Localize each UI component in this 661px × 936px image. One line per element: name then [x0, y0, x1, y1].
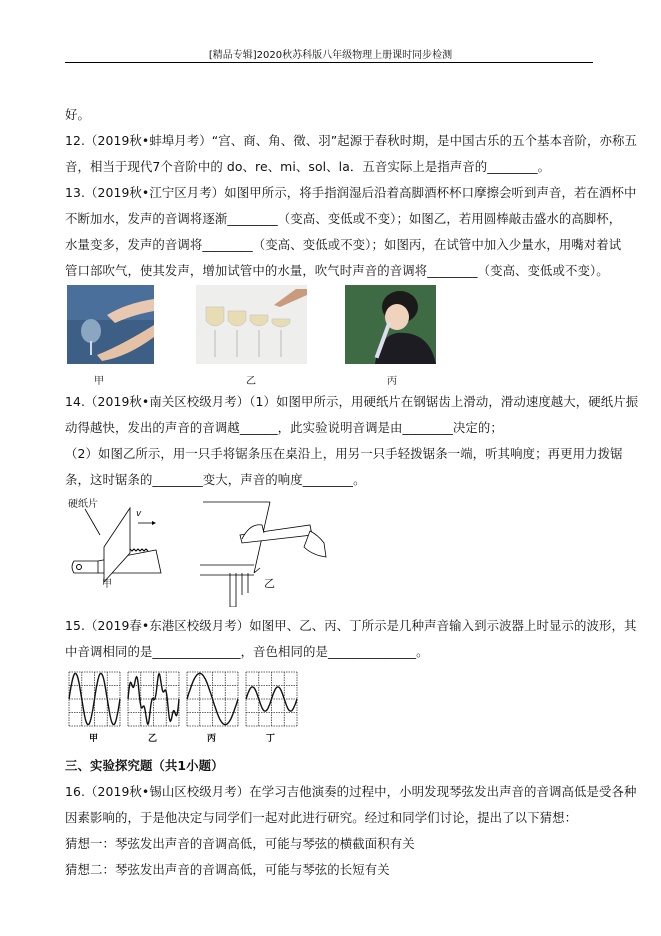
waveform-caption: 丁 — [266, 734, 276, 744]
photo-caption: 丙 — [387, 376, 397, 387]
photo-caption: 甲 — [94, 376, 104, 387]
q14-line: 动得越快，发出的声音的音调越______，此实验说明音调是由________决定的； — [65, 420, 503, 435]
q15-line: 中音调相同的是______________，音色相同的是______________。 — [65, 644, 429, 659]
q15-line: 15.（2019春•东港区校级月考）如图甲、乙、丙、丁所示是几种声音输入到示波器上时显示的波形，其 — [65, 618, 637, 633]
figure-caption: 乙 — [264, 577, 275, 590]
q14-line: 条，这时锯条的________变大，声音的响度________。 — [65, 472, 366, 487]
figure-card-saw — [66, 495, 166, 590]
photo-finger-glass — [67, 285, 154, 364]
q16-line: 猜想二：琴弦发出声音的音调高低，可能与琴弦的长短有关 — [65, 862, 390, 877]
waveform-caption: 丙 — [207, 734, 217, 744]
waveform-3 — [246, 672, 297, 726]
waveform-2 — [187, 672, 238, 726]
waveform-figures — [68, 671, 308, 727]
photo-caption: 乙 — [246, 376, 256, 387]
waveform-caption: 甲 — [89, 734, 99, 744]
waveform-0 — [69, 672, 120, 726]
q14-line: （2）如图乙所示，用一只手将锯条压在桌沿上，用另一只手轻拨锯条一端，听其响度；再更用力拨锯 — [65, 446, 623, 461]
q13-line: 水量变多，发声的音调将________（变高、变低或不变）；如图丙，在试管中加入少量水，用嘴对着试 — [65, 237, 622, 252]
velocity-label: v — [136, 509, 142, 519]
figure-saw-table — [200, 495, 330, 607]
q13-line: 管口部吹气，使其发声，增加试管中的水量，吹气时声音的音调将________（变高、变低或不变）。 — [65, 263, 609, 278]
page-header: [精品专辑]2020秋苏科版八年级物理上册课时同步检测 — [208, 50, 453, 61]
header-rule — [65, 62, 593, 63]
waveform-caption: 乙 — [148, 734, 158, 744]
q16-line: 16.（2019秋•锡山区校级月考）在学习吉他演奏的过程中，小明发现琴弦发出声音的音调高低是受各种 — [65, 784, 637, 799]
continued-text: 好。 — [65, 107, 90, 122]
q12-line: 音，相当于现代7个音阶中的 do、re、mi、sol、la．五音实际上是指声音的________。 — [65, 159, 551, 174]
q14-line: 14.（2019秋•南关区校级月考）（1）如图甲所示，用硬纸片在钢锯齿上滑动，滑动速度越大，硬纸片振 — [65, 394, 639, 409]
q13-line: 13.（2019秋•江宁区月考）如图甲所示，将手指润湿后沿着高脚酒杯杯口摩擦会听到声音，若在酒杯中 — [65, 185, 637, 200]
waveform-1 — [128, 672, 179, 726]
card-label: 硬纸片 — [68, 499, 98, 510]
q12-line: 12.（2019秋•蚌埠月考）“宫、商、角、徵、羽”起源于春秋时期，是中国古乐的五个基本音阶，亦称五 — [65, 133, 638, 148]
q16-line: 因素影响的，于是他决定与同学们一起对此进行研究。经过和同学们讨论，提出了以下猜想： — [65, 810, 578, 825]
photo-wine-glasses — [196, 285, 307, 364]
figure-caption: 甲 — [102, 579, 112, 590]
q16-line: 猜想一：琴弦发出声音的音调高低，可能与琴弦的横截面积有关 — [65, 836, 415, 851]
section-heading: 三、实验探究题（共1小题） — [65, 758, 224, 773]
photo-girl-test-tube — [345, 285, 436, 364]
q13-line: 不断加水，发声的音调将逐渐________（变高、变低或不变）；如图乙，若用圆棒敲击盛水的高脚杯， — [65, 211, 622, 226]
